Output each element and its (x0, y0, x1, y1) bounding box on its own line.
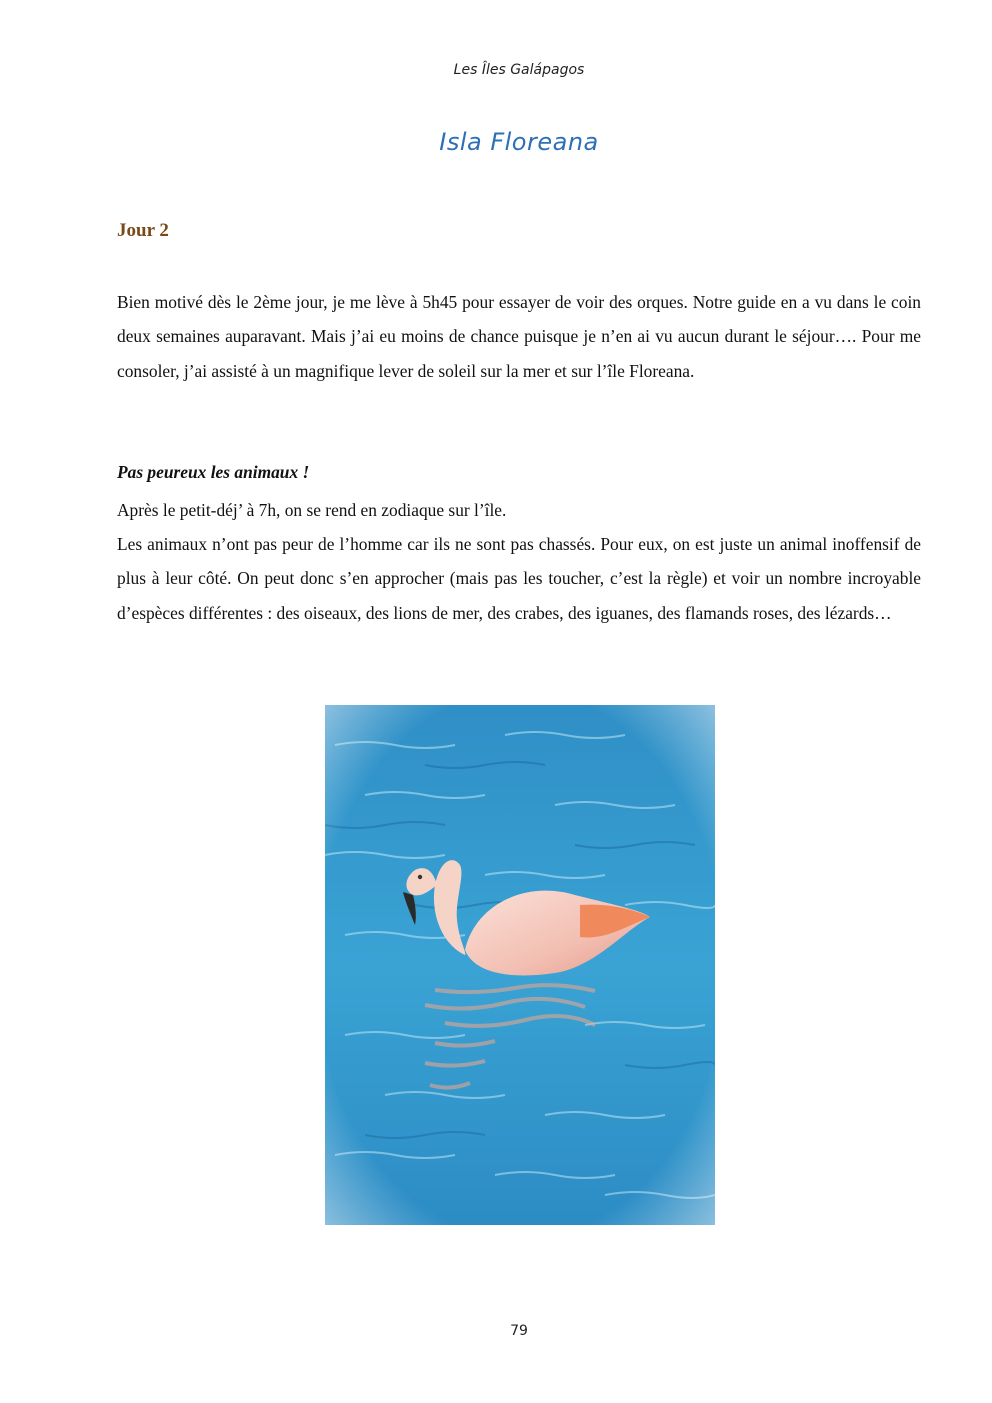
running-header: Les Îles Galápagos (453, 62, 585, 78)
paragraph-zodiac: Après le petit-déj’ à 7h, on se rend en zodiaque sur l’île. (117, 500, 507, 520)
flamingo-photo (325, 705, 715, 1225)
paragraph-animals: Les animaux n’ont pas peur de l’homme car ils ne sont pas chassés. Pour eux, on est juste un animal inoffensif de plus à leur côté. On peut donc s’en approcher (mais pas les toucher, c’est la règle) et voir un nombre incroyable d’espèces différentes : des oiseaux, des lions de mer, des crabes, des iguanes, des flamands roses, des lézards… (117, 534, 921, 623)
section-heading: Jour 2 (117, 220, 169, 241)
chapter-title: Isla Floreana (439, 128, 599, 156)
page-number: 79 (510, 1323, 528, 1339)
subheading: Pas peureux les animaux ! (117, 462, 310, 482)
paragraph-intro: Bien motivé dès le 2ème jour, je me lève à 5h45 pour essayer de voir des orques. Notre guide en a vu dans le coin deux semaines auparavant. Mais j’ai eu moins de chance puisque je n’en ai vu aucun durant le séjour…. Pour me consoler, j’ai assisté à un magnifique lever de soleil sur la mer et sur l’île Floreana. (117, 292, 921, 381)
